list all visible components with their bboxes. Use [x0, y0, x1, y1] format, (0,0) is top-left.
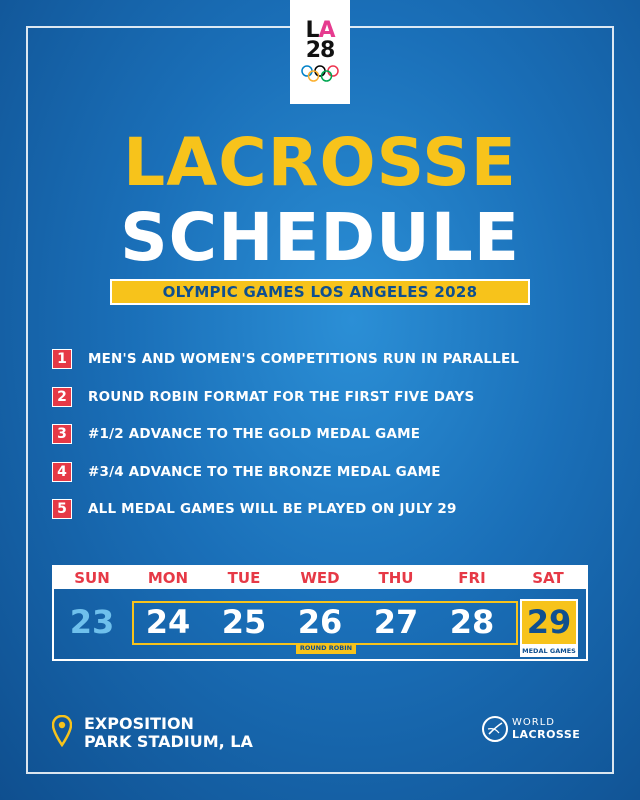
weekday-fri: FRI	[458, 569, 486, 587]
venue	[52, 715, 253, 751]
weekday-sun: SUN	[74, 569, 110, 587]
venue-text	[84, 715, 253, 751]
weekday-tue: TUE	[227, 569, 261, 587]
rule-number: 5	[52, 499, 72, 519]
date-26: 26	[297, 603, 343, 641]
la28-logo-text: LA 28	[305, 18, 335, 63]
world-lacrosse-logo	[482, 716, 580, 742]
venue-line2: PARK STADIUM, LA	[84, 732, 253, 751]
rule-item	[52, 421, 592, 447]
subtitle-banner	[110, 279, 530, 305]
rule-number: 3	[52, 424, 72, 444]
date-27: 27	[373, 603, 419, 641]
rule-text: ROUND ROBIN FORMAT FOR THE FIRST FIVE DAYS	[88, 388, 475, 405]
rule-number: 4	[52, 462, 72, 482]
lacrosse-ball-icon	[482, 716, 508, 742]
rule-text: MEN'S AND WOMEN'S COMPETITIONS RUN IN PARALLEL	[88, 351, 520, 367]
rule-item	[52, 346, 592, 372]
rules-list	[52, 346, 592, 534]
title-schedule: SCHEDULE	[120, 199, 520, 276]
rule-text: ALL MEDAL GAMES WILL BE PLAYED ON JULY 29	[88, 501, 457, 517]
schedule-calendar	[52, 565, 588, 661]
subtitle-text: OLYMPIC GAMES LOS ANGELES 2028	[162, 283, 478, 301]
rule-number: 1	[52, 349, 72, 369]
medal-games-label: MEDAL GAMES	[520, 646, 578, 657]
weekday-wed: WED	[300, 569, 340, 587]
world-lacrosse-text: WORLD LACROSSE	[512, 717, 581, 741]
date-29-medal: 29	[520, 599, 578, 646]
weekday-mon: MON	[147, 569, 189, 587]
location-pin-icon	[52, 715, 72, 747]
date-25: 25	[221, 603, 267, 641]
la28-logo	[290, 0, 350, 104]
title-lacrosse: LACROSSE	[123, 124, 517, 201]
date-23: 23	[69, 603, 115, 641]
rule-text: #3/4 ADVANCE TO THE BRONZE MEDAL GAME	[88, 463, 441, 480]
weekday-thu: THU	[378, 569, 414, 587]
round-robin-label: ROUND ROBIN	[296, 643, 356, 654]
date-28: 28	[449, 603, 495, 641]
weekday-sat: SAT	[532, 569, 564, 587]
olympic-rings-icon	[300, 65, 340, 83]
weekday-header	[54, 567, 586, 589]
rule-item	[52, 384, 592, 410]
rule-number: 2	[52, 387, 72, 407]
venue-line1: EXPOSITION	[84, 714, 194, 733]
rule-item	[52, 459, 592, 485]
rule-text: #1/2 ADVANCE TO THE GOLD MEDAL GAME	[88, 426, 421, 442]
rule-item	[52, 496, 592, 522]
date-24: 24	[145, 603, 191, 641]
